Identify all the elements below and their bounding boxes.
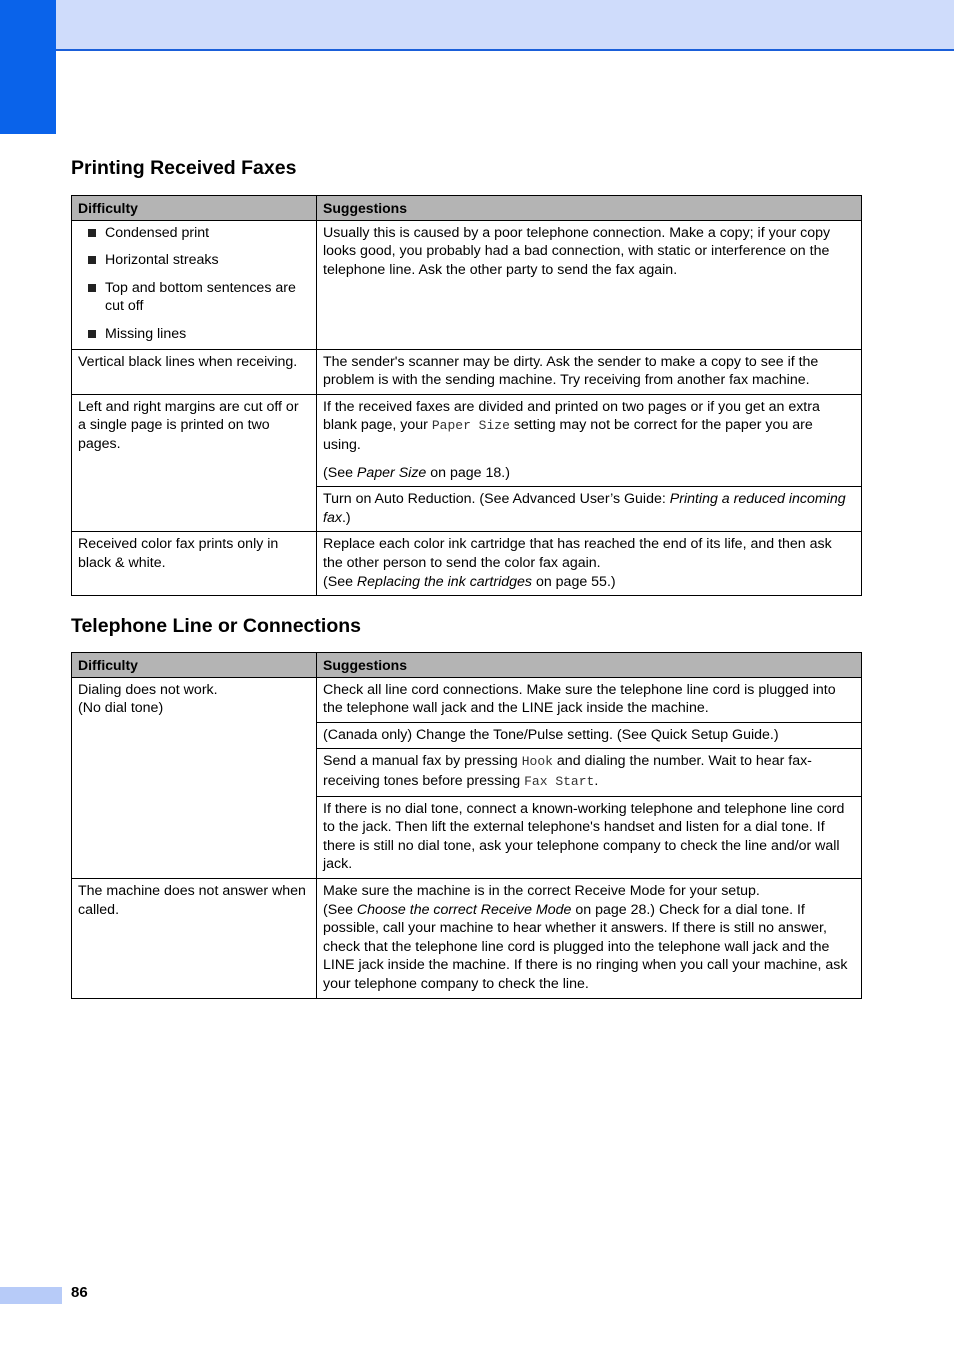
bullet-square-icon bbox=[88, 284, 96, 292]
header-band bbox=[0, 0, 954, 51]
suggestion-cell: Usually this is caused by a poor telephone connection. Make a copy; if your copy looks good, you probably had a bad connection, with static or interference on the telephone line. Ask the other party to send the fax again. bbox=[317, 220, 862, 349]
page-number: 86 bbox=[71, 1284, 88, 1301]
difficulty-cell: Dialing does not work. (No dial tone) bbox=[72, 677, 317, 878]
telephone-line-table bbox=[71, 652, 862, 999]
suggestion-cell: Make sure the machine is in the correct Receive Mode for your setup. (See Choose the correct Receive Mode on page 28.) Check for a dial tone. If possible, call your machine to hear whether it answers. If there is still no answer, check that the telephone line cord is plugged into the telephone wall jack and the LINE jack inside the machine. If there is no ringing when you call your machine, ask your telephone company to check the line. bbox=[317, 878, 862, 998]
table-row bbox=[72, 677, 862, 722]
difficulty-cell bbox=[72, 220, 317, 349]
paper-size-setting: Paper Size bbox=[431, 418, 510, 434]
suggestion-cell: Turn on Auto Reduction. (See Advanced User’s Guide: Printing a reduced incoming fax.) bbox=[317, 487, 862, 532]
bullet-square-icon bbox=[88, 330, 96, 338]
cross-reference: Choose the correct Receive Mode bbox=[356, 901, 572, 918]
bullet-square-icon bbox=[88, 256, 96, 264]
table-row bbox=[72, 878, 862, 998]
fax-start-key: Fax Start bbox=[524, 773, 595, 789]
table-row bbox=[72, 220, 862, 349]
table-header-row bbox=[72, 653, 862, 678]
table-row bbox=[72, 349, 862, 394]
suggestion-cell: If the received faxes are divided and printed on two pages or if you get an extra blank page, your Paper Size setting may not be correct for the paper you are using. (See Paper Size on page 18.) bbox=[317, 394, 862, 486]
list-item: Condensed print bbox=[78, 224, 309, 243]
suggestions-header: Suggestions bbox=[317, 196, 862, 221]
difficulty-cell: Vertical black lines when receiving. bbox=[72, 349, 317, 394]
printing-faxes-table bbox=[71, 195, 862, 596]
difficulty-cell: Received color fax prints only in black & white. bbox=[72, 532, 317, 596]
suggestion-cell: Replace each color ink cartridge that has reached the end of its life, and then ask the other person to send the color fax again. (See Replacing the ink cartridges on page 55.) bbox=[317, 532, 862, 596]
suggestion-cell: (Canada only) Change the Tone/Pulse setting. (See Quick Setup Guide.) bbox=[317, 722, 862, 749]
difficulty-cell: The machine does not answer when called. bbox=[72, 878, 317, 998]
suggestion-cell: If there is no dial tone, connect a known-working telephone and telephone line cord to the jack. Then lift the external telephone's handset and listen for a dial tone. If there is still no dial tone, ask your telephone company to check the line and/or wall jack. bbox=[317, 796, 862, 878]
cross-reference: Printing a reduced incoming fax bbox=[323, 491, 846, 526]
list-item: Horizontal streaks bbox=[78, 251, 309, 270]
suggestion-cell: Send a manual fax by pressing Hook and dialing the number. Wait to hear fax-receiving tones before pressing Fax Start. bbox=[317, 749, 862, 796]
bullet-square-icon bbox=[88, 229, 96, 237]
table-row bbox=[72, 532, 862, 596]
section-title-telephone: Telephone Line or Connections bbox=[71, 615, 361, 637]
difficulty-cell: Left and right margins are cut off or a single page is printed on two pages. bbox=[72, 394, 317, 532]
list-item: Top and bottom sentences are cut off bbox=[78, 279, 309, 316]
hook-key: Hook bbox=[521, 754, 553, 770]
footer-band bbox=[0, 1287, 62, 1304]
suggestions-header: Suggestions bbox=[317, 653, 862, 678]
cross-reference: Replacing the ink cartridges bbox=[356, 573, 532, 590]
table-header-row bbox=[72, 196, 862, 221]
list-item: Missing lines bbox=[78, 325, 309, 344]
suggestion-cell: Check all line cord connections. Make sure the telephone line cord is plugged into the telephone wall jack and the LINE jack inside the machine. bbox=[317, 677, 862, 722]
table-row bbox=[72, 394, 862, 486]
cross-reference: Paper Size bbox=[356, 464, 427, 481]
chapter-tab bbox=[0, 0, 56, 134]
difficulty-header: Difficulty bbox=[72, 653, 317, 678]
symptom-list bbox=[78, 224, 309, 344]
section-title-printing: Printing Received Faxes bbox=[71, 157, 297, 179]
difficulty-header: Difficulty bbox=[72, 196, 317, 221]
suggestion-cell: The sender's scanner may be dirty. Ask the sender to make a copy to see if the problem is with the sending machine. Try receiving from another fax machine. bbox=[317, 349, 862, 394]
